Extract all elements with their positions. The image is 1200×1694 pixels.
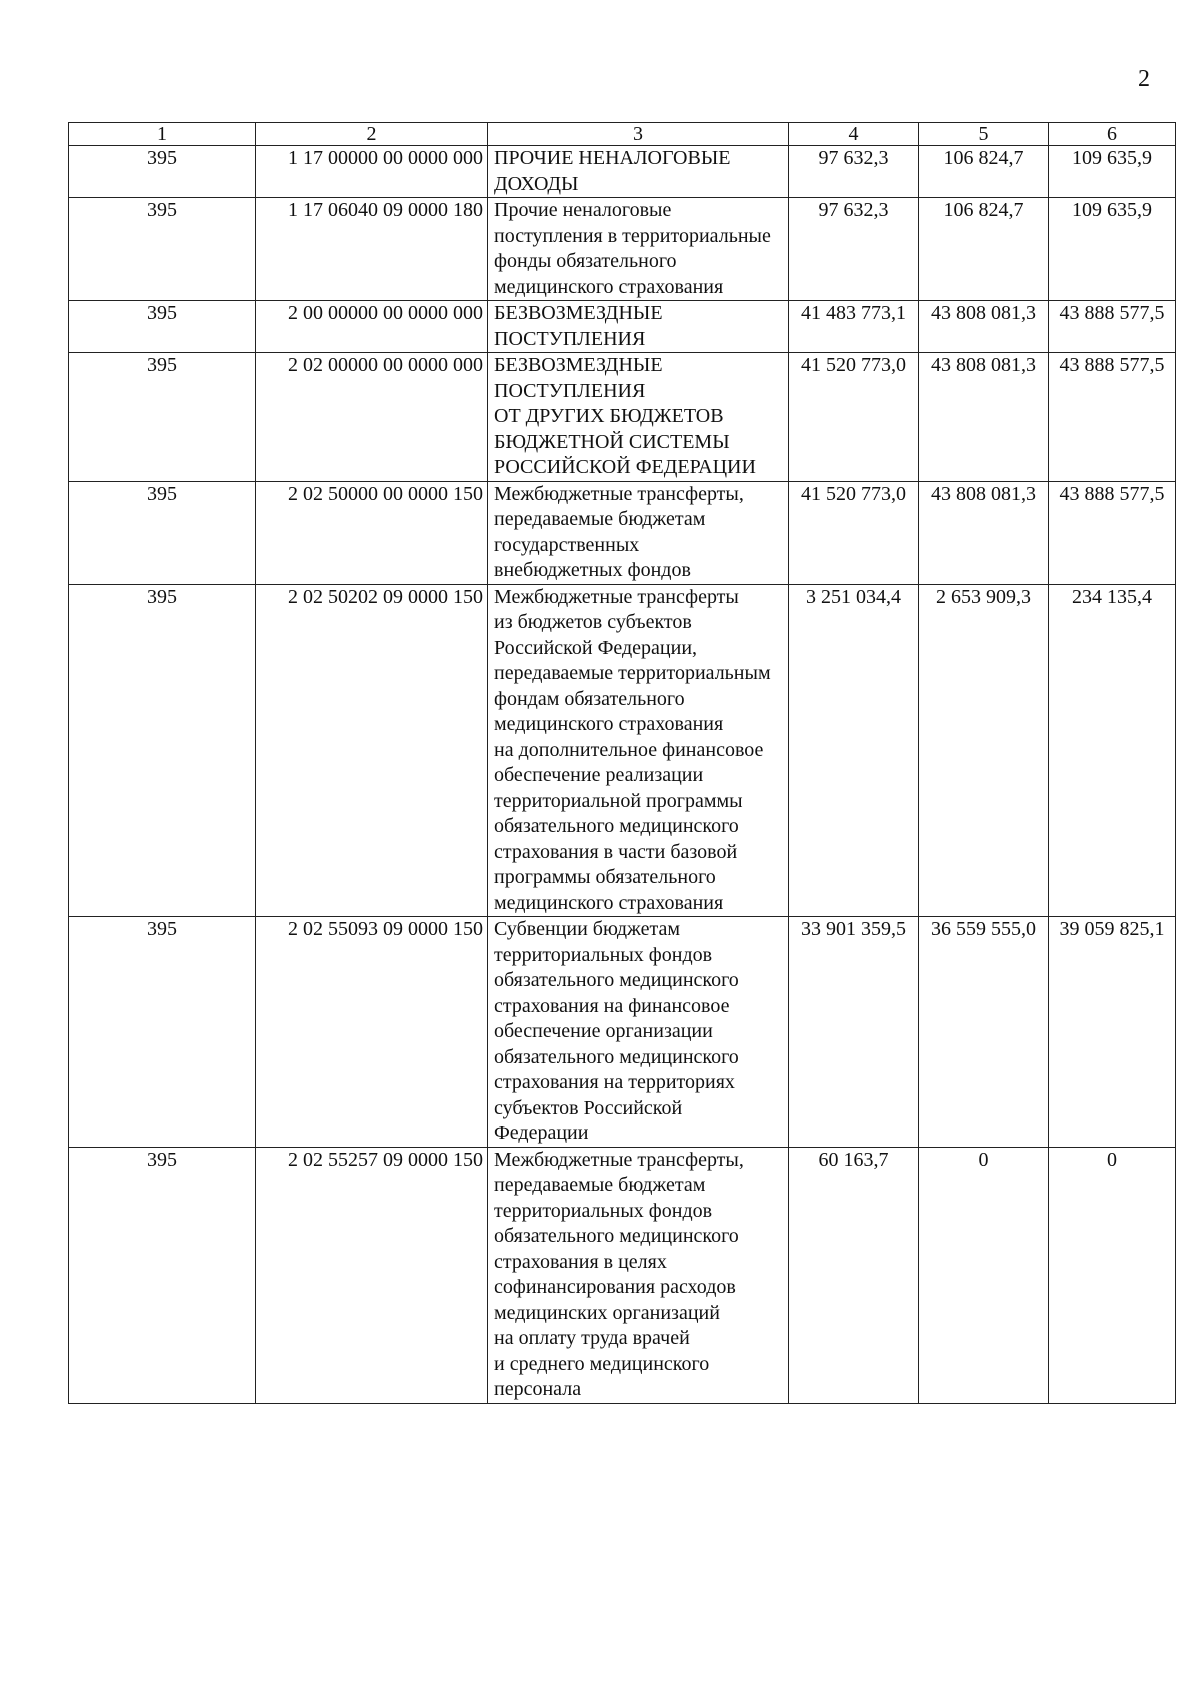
amount-year1-cell: 60 163,7 xyxy=(789,1147,919,1403)
income-name-line: Субвенции бюджетам xyxy=(494,918,680,940)
income-name-cell xyxy=(488,917,789,1148)
income-name-line: обеспечение реализации xyxy=(494,764,704,786)
header-cell: 3 xyxy=(488,123,789,146)
amount-year2-cell: 43 808 081,3 xyxy=(919,481,1049,584)
table-row xyxy=(69,198,1176,301)
admin-code-cell: 395 xyxy=(69,1147,256,1403)
header-cell: 5 xyxy=(919,123,1049,146)
header-cell: 6 xyxy=(1049,123,1176,146)
table-row xyxy=(69,301,1176,353)
revenue-table xyxy=(68,122,1176,1404)
income-name-line: обязательного медицинского xyxy=(494,1045,739,1068)
income-name-cell xyxy=(488,1147,789,1403)
income-name-line: страхования на финансовое xyxy=(494,994,730,1017)
income-name-line: страхования в целях xyxy=(494,1250,667,1273)
table-row xyxy=(69,353,1176,482)
budget-classification-code-cell: 2 02 00000 00 0000 000 xyxy=(256,353,488,482)
income-name-line: из бюджетов субъектов xyxy=(494,611,692,633)
table-row xyxy=(69,146,1176,198)
amount-year3-cell: 109 635,9 xyxy=(1049,198,1176,301)
income-name-line: ДОХОДЫ xyxy=(494,172,579,195)
income-name-line: ПОСТУПЛЕНИЯ xyxy=(494,327,646,350)
income-name-line: и среднего медицинского xyxy=(494,1352,710,1375)
budget-classification-code-cell: 2 00 00000 00 0000 000 xyxy=(256,301,488,353)
income-name-line: Межбюджетные трансферты, xyxy=(494,482,744,505)
budget-classification-code-cell: 2 02 55093 09 0000 150 xyxy=(256,917,488,1148)
budget-classification-code-cell: 2 02 55257 09 0000 150 xyxy=(256,1147,488,1403)
income-name-line: фонды обязательного xyxy=(494,250,677,272)
header-row xyxy=(69,123,1176,146)
income-name-line: РОССИЙСКОЙ ФЕДЕРАЦИИ xyxy=(494,456,756,478)
income-name-line: субъектов Российской xyxy=(494,1096,683,1119)
budget-classification-code-cell: 1 17 06040 09 0000 180 xyxy=(256,198,488,301)
admin-code-cell: 395 xyxy=(69,481,256,584)
income-name-line: медицинских организаций xyxy=(494,1301,720,1324)
income-name-line: БЕЗВОЗМЕЗДНЫЕ xyxy=(494,354,663,376)
income-name-line: Межбюджетные трансферты, xyxy=(494,1148,744,1171)
header-cell: 4 xyxy=(789,123,919,146)
income-name-line: Межбюджетные трансферты xyxy=(494,585,739,608)
income-name-line: государственных xyxy=(494,533,640,556)
income-name-line: фондам обязательного xyxy=(494,687,685,710)
income-name-line: на дополнительное финансовое xyxy=(494,738,764,761)
amount-year3-cell: 43 888 577,5 xyxy=(1049,353,1176,482)
income-name-line: ПОСТУПЛЕНИЯ xyxy=(494,379,646,402)
income-name-line: передаваемые территориальным xyxy=(494,662,771,684)
income-name-line: медицинского страхования xyxy=(494,275,724,298)
budget-classification-code-cell: 1 17 00000 00 0000 000 xyxy=(256,146,488,198)
admin-code-cell: 395 xyxy=(69,198,256,301)
amount-year3-cell: 43 888 577,5 xyxy=(1049,301,1176,353)
income-name-line: Российской Федерации, xyxy=(494,636,698,659)
amount-year1-cell: 97 632,3 xyxy=(789,198,919,301)
amount-year3-cell: 109 635,9 xyxy=(1049,146,1176,198)
income-name-line: Прочие неналоговые xyxy=(494,199,672,221)
income-name-line: страхования на территориях xyxy=(494,1071,735,1093)
income-name-line: обязательного медицинского xyxy=(494,815,739,837)
page-number: 2 xyxy=(1138,66,1150,92)
amount-year2-cell: 0 xyxy=(919,1147,1049,1403)
income-name-line: ОТ ДРУГИХ БЮДЖЕТОВ xyxy=(494,405,724,427)
admin-code-cell: 395 xyxy=(69,146,256,198)
income-name-line: внебюджетных фондов xyxy=(494,559,691,581)
income-name-cell xyxy=(488,198,789,301)
income-name-line: обязательного медицинского xyxy=(494,1225,739,1247)
income-name-line: передаваемые бюджетам xyxy=(494,1174,706,1196)
income-name-line: персонала xyxy=(494,1378,582,1400)
admin-code-cell: 395 xyxy=(69,353,256,482)
income-name-line: поступления в территориальные xyxy=(494,224,771,247)
header-cell: 2 xyxy=(256,123,488,146)
amount-year2-cell: 2 653 909,3 xyxy=(919,584,1049,917)
amount-year3-cell: 39 059 825,1 xyxy=(1049,917,1176,1148)
income-name-line: территориальных фондов xyxy=(494,1199,713,1222)
admin-code-cell: 395 xyxy=(69,584,256,917)
income-name-line: на оплату труда врачей xyxy=(494,1327,690,1349)
income-name-line: страхования в части базовой xyxy=(494,840,738,863)
amount-year1-cell: 41 520 773,0 xyxy=(789,353,919,482)
income-name-line: обеспечение организации xyxy=(494,1020,713,1042)
amount-year3-cell: 0 xyxy=(1049,1147,1176,1403)
amount-year1-cell: 33 901 359,5 xyxy=(789,917,919,1148)
income-name-line: обязательного медицинского xyxy=(494,969,739,991)
income-name-line: территориальной программы xyxy=(494,789,743,812)
income-name-cell xyxy=(488,481,789,584)
amount-year2-cell: 43 808 081,3 xyxy=(919,353,1049,482)
amount-year1-cell: 97 632,3 xyxy=(789,146,919,198)
admin-code-cell: 395 xyxy=(69,917,256,1148)
income-name-line: передаваемые бюджетам xyxy=(494,508,706,530)
amount-year2-cell: 106 824,7 xyxy=(919,198,1049,301)
income-name-line: программы обязательного xyxy=(494,866,716,888)
income-name-line: медицинского страхования xyxy=(494,713,724,735)
income-name-cell xyxy=(488,584,789,917)
table-row xyxy=(69,481,1176,584)
income-name-cell xyxy=(488,353,789,482)
income-name-line: Федерации xyxy=(494,1122,589,1144)
income-name-line: БЮДЖЕТНОЙ СИСТЕМЫ xyxy=(494,430,730,453)
amount-year3-cell: 43 888 577,5 xyxy=(1049,481,1176,584)
income-name-line: территориальных фондов xyxy=(494,943,713,966)
income-name-line: БЕЗВОЗМЕЗДНЫЕ xyxy=(494,302,663,324)
table-row xyxy=(69,917,1176,1148)
table-row xyxy=(69,584,1176,917)
budget-classification-code-cell: 2 02 50000 00 0000 150 xyxy=(256,481,488,584)
amount-year1-cell: 41 483 773,1 xyxy=(789,301,919,353)
amount-year2-cell: 36 559 555,0 xyxy=(919,917,1049,1148)
income-name-line: медицинского страхования xyxy=(494,891,724,914)
header-cell: 1 xyxy=(69,123,256,146)
amount-year3-cell: 234 135,4 xyxy=(1049,584,1176,917)
income-name-line: ПРОЧИЕ НЕНАЛОГОВЫЕ xyxy=(494,147,731,169)
table-row xyxy=(69,1147,1176,1403)
income-name-cell xyxy=(488,301,789,353)
income-name-cell xyxy=(488,146,789,198)
income-name-line: софинансирования расходов xyxy=(494,1276,736,1298)
amount-year1-cell: 41 520 773,0 xyxy=(789,481,919,584)
amount-year1-cell: 3 251 034,4 xyxy=(789,584,919,917)
budget-classification-code-cell: 2 02 50202 09 0000 150 xyxy=(256,584,488,917)
amount-year2-cell: 106 824,7 xyxy=(919,146,1049,198)
admin-code-cell: 395 xyxy=(69,301,256,353)
amount-year2-cell: 43 808 081,3 xyxy=(919,301,1049,353)
